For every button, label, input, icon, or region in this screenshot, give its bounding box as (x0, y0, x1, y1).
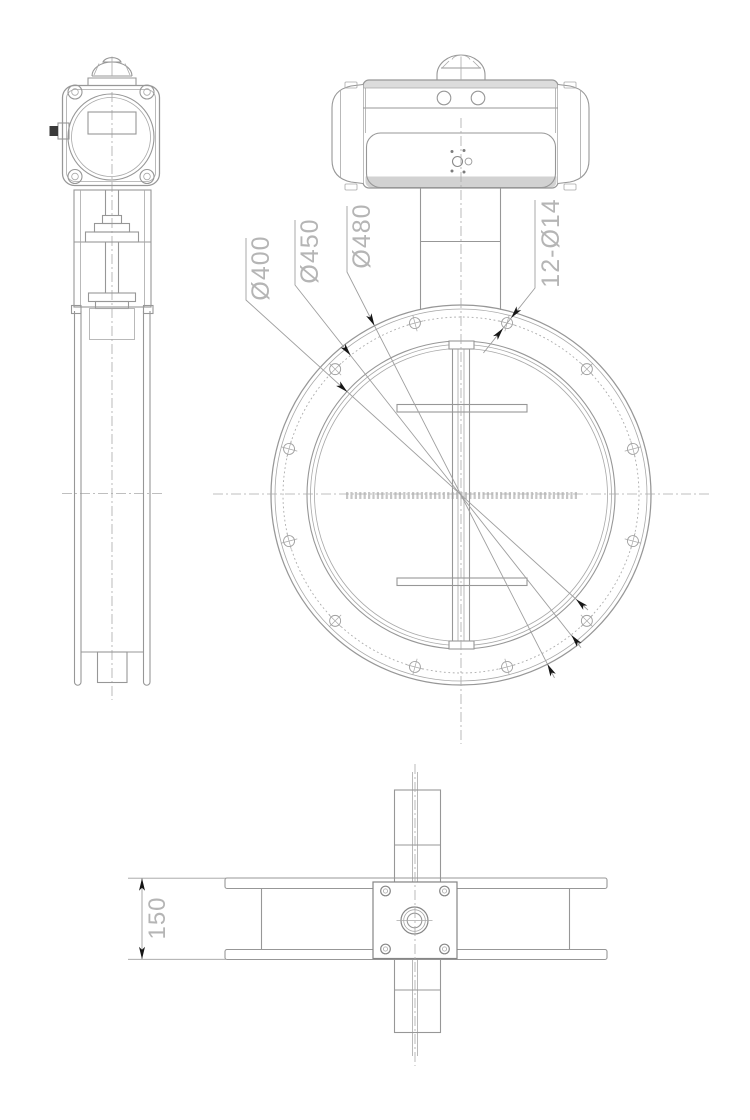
bolt-hole (279, 439, 300, 460)
bolt-hole (405, 313, 426, 334)
shaft-bottom-plate (449, 641, 474, 649)
flange-outer-diameter-label: Ø480 (348, 203, 376, 269)
bolt-hole (497, 657, 518, 678)
actuator-side-body (74, 190, 151, 309)
bolt-hole (623, 439, 644, 460)
side-knob (50, 123, 70, 139)
bolt-circle-diameter-label: Ø450 (296, 218, 324, 284)
limit-switch-dome (88, 57, 136, 87)
dim-leader (347, 206, 555, 678)
dimension-arrow (493, 326, 505, 340)
dimensions (246, 198, 588, 678)
bolt-hole (623, 531, 644, 552)
bolt-holes-label: 12-Ø14 (537, 198, 565, 288)
bottom-view (128, 764, 607, 1066)
face-to-face-height-label: 150 (144, 896, 171, 940)
dim-face-to-face-height (128, 878, 226, 959)
valve-neck (421, 188, 501, 310)
bolt-hole (405, 657, 426, 678)
dim-leader (246, 238, 588, 610)
shaft-top-plate (449, 341, 474, 349)
air-port-right (471, 91, 485, 105)
actuator-end-cap-left (332, 82, 363, 190)
air-port-left (437, 91, 451, 105)
actuator-dome (437, 55, 485, 80)
side-view (50, 57, 165, 701)
limit-switch-box (50, 85, 160, 186)
disc-rib-bottom (397, 578, 527, 586)
dim-bolt-holes (483, 198, 565, 353)
bolt-hole (279, 531, 300, 552)
pneumatic-actuator (332, 55, 589, 190)
front-view (213, 55, 711, 744)
bore-diameter-label: Ø400 (247, 235, 275, 301)
actuator-top-shade (363, 81, 558, 89)
actuator-end-cap-right (558, 82, 589, 190)
dim-flange-outer-diameter (347, 203, 556, 677)
dim-bore-diameter (246, 235, 588, 610)
